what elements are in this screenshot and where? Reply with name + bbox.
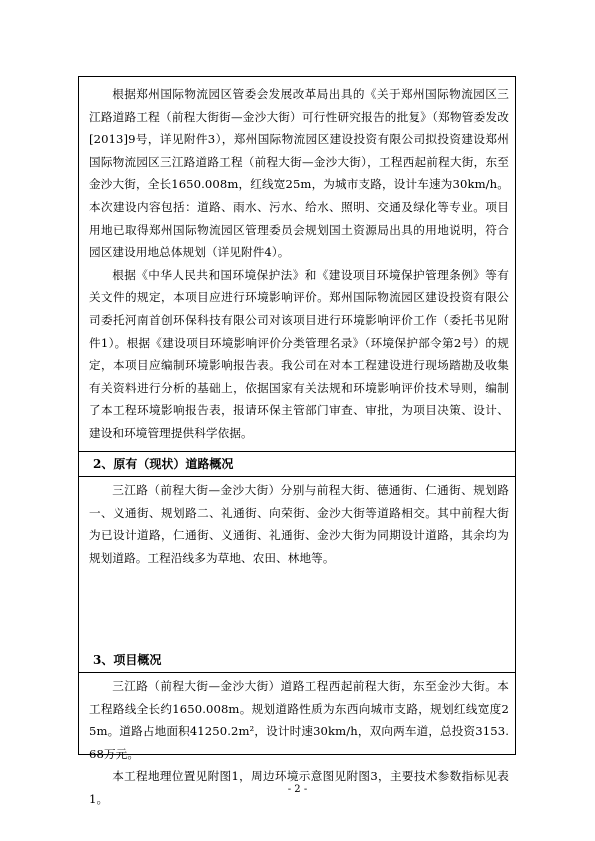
project-overview-section <box>79 648 515 806</box>
page-number: - 2 - <box>287 784 308 795</box>
section-3-paragraph-1: 三江路（前程大街—金沙大街）道路工程西起前程大街，东至金沙大街。本工程路线全长约1650.008m。规划道路性质为东西向城市支路，规划红线宽度25m。道路占地面积41250.2m²，设计时速30km/h，双向两车道，总投资3153.68万元。 <box>89 679 509 761</box>
existing-road-section <box>79 452 515 648</box>
intro-section <box>79 77 515 452</box>
intro-paragraph-1: 根据郑州国际物流园区管委会发展改革局出具的《关于郑州国际物流园区三江路道路工程（前程大街街—金沙大街）可行性研究报告的批复》（郑物管委发改[2013]9号，详见附件3），郑州国际物流园区建设投资有限公司拟投资建设郑州国际物流园区三江路道路工程（前程大街—金沙大街），工程西起前程大街，东至金沙大街，全长1650.008m，红线宽25m，为城市支路，设计车速为30km/h。本次建设内容包括：道路、雨水、污水、给水、照明、交通及绿化等专业。项目用地已取得郑州国际物流园区管理委员会规划国土资源局出具的用地说明，符合园区建设用地总体规划（详见附件4）。 <box>89 87 509 260</box>
section-3-heading: 3、项目概况 <box>79 648 515 673</box>
content-table-frame <box>78 76 516 806</box>
section-2-paragraph: 三江路（前程大街—金沙大街）分别与前程大街、德通街、仁通街、规划路一、义通街、规划路二、礼通街、向荣街、金沙大街等道路相交。其中前程大街为已设计道路，仁通街、义通街、礼通街、金沙大街为同期设计道路，其余均为规划道路。工程沿线多为草地、农田、林地等。 <box>89 483 509 565</box>
section-3-paragraph-2: 本工程地理位置见附图1，周边环境示意图见附图3，主要技术参数指标见表1。 <box>89 769 509 806</box>
section-2-heading: 2、原有（现状）道路概况 <box>79 452 515 477</box>
intro-paragraph-2: 根据《中华人民共和国环境保护法》和《建设项目环境保护管理条例》等有关文件的规定，本项目应进行环境影响评价。郑州国际物流园区建设投资有限公司委托河南首创环保科技有限公司对该项目进行环境影响评价工作（委托书见附件1）。根据《建设项目环境影响评价分类管理名录》（环境保护部令第2号）的规定，本项目应编制环境影响报告表。我公司在对本工程建设进行现场踏勘及收集有关资料进行分析的基础上，依据国家有关法规和环境影响评价技术导则，编制了本工程环境影响报告表，报请环保主管部门审查、审批，为项目决策、设计、建设和环境管理提供科学依据。 <box>89 267 509 440</box>
